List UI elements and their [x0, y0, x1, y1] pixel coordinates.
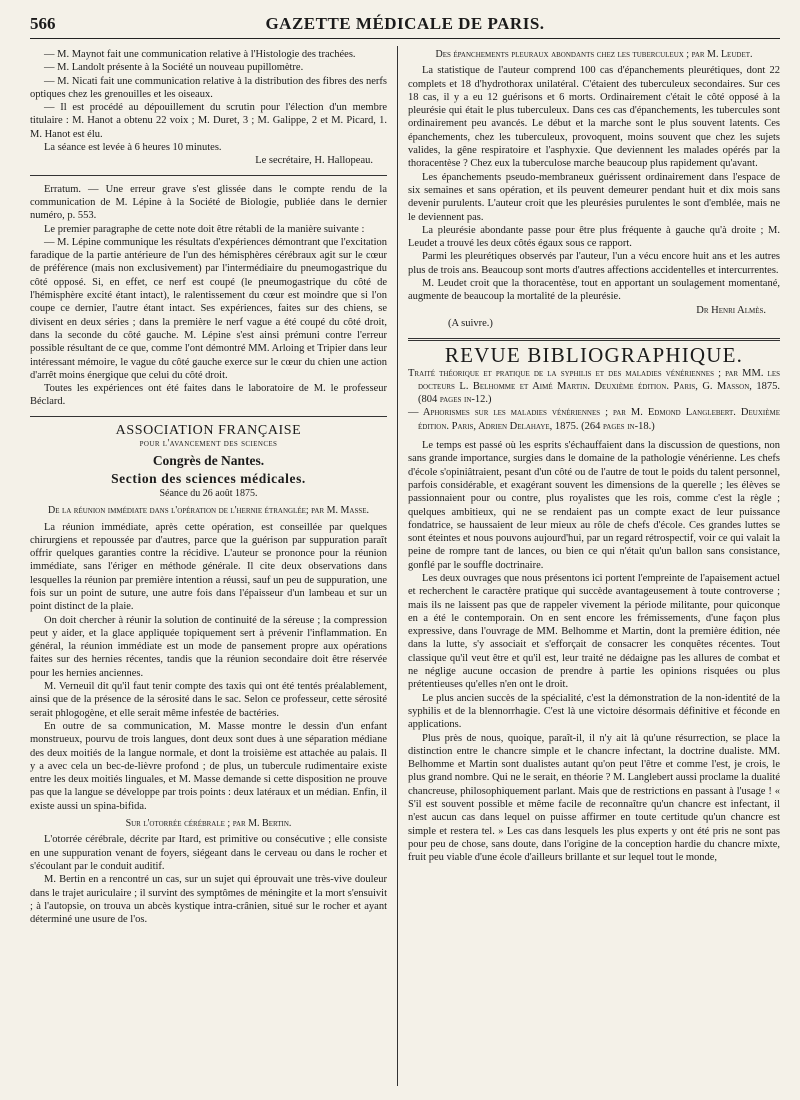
bibliography-entry: Traité théorique et pratique de la syphilis et des maladies vénériennes ; par MM. les docteurs L. Belhomme et Aimé Martin. Deuxième édition. Paris, G. Masson, 1875. (804 pages in-12.)	[408, 367, 780, 406]
paragraph: On doit chercher à réunir la solution de continuité de la séreuse ; la compression peut y aider, et la glace appliquée topiquement sert à prévenir l'inflammation. En général, la réunion immédiate est un mode de pansement propre aux opérations faites sur des hernies récentes, tandis que la réunion secondaire doit être réservée pour les hernies anciennes.	[30, 614, 387, 679]
association-heading: ASSOCIATION FRANÇAISE	[115, 422, 302, 438]
paragraph: — M. Nicati fait une communication relative à la distribution des fibres des nerfs optiques chez les grenouilles et les oiseaux.	[30, 75, 387, 100]
paragraph: Toutes les expériences ont été faites dans le laboratoire de M. le professeur Béclard.	[30, 383, 387, 408]
paragraph: La statistique de l'auteur comprend 100 cas d'épanchements pleurétiques, dont 22 complets et 18 d'hydrothorax unilatéral. C'étaient des tuberculeux secondaires. Sur ces 18 cas, il y a eu 12 guérisons et 6 morts. Ordinairement c'était le côté opposé à la pleurésie qui était le plus tuberculeux. Dans ces cas d'épanchements, les tubercules sont ordinairement peu avancés. Le début et la marche sont le plus souvent latents. Ces épanchements, chez les tuberculeux, provoquent, moins souvent que chez les sujets valides, la gêne respiratoire et l'asphyxie. Que deviennent les malades opérés par la thoracentèse ? Chez eux la tuberculose marche beaucoup plus rapidement qu'avant.	[408, 65, 780, 170]
paragraph: L'otorrée cérébrale, décrite par Itard, est primitive ou consécutive ; elle consiste en une suppuration venant de foyers, siégeant dans le cerveau ou dans le rocher et s'écoulant par le conduit auditif.	[30, 834, 387, 872]
column-divider	[397, 46, 398, 1086]
paragraph: M. Verneuil dit qu'il faut tenir compte des taxis qui ont été tentés préalablement, ainsi que de la présence de la sérosité dans le sac. Selon ce professeur, cette sérosité serait phlogogène, et elle serait même infestée de bactéries.	[30, 681, 387, 719]
review-heading: REVUE BIBLIOGRAPHIQUE.	[444, 343, 744, 368]
congress-heading: Congrès de Nantes.	[152, 453, 265, 469]
bibliography-entry: — Aphorismes sur les maladies vénériennes ; par M. Edmond Langlebert. Deuxième édition. Paris, Adrien Delahaye, 1875. (264 pages in-18.)	[408, 407, 780, 432]
paragraph: La réunion immédiate, après cette opération, est conseillée par quelques chirurgiens et repoussée par d'autres, parce que la guérison par suppuration paraît offrir quelques garanties contre la récidive. L'auteur se prononce pour la réunion immédiate, sans l'ériger en méthode générale. Il cite deux observations dans lesquelles la réunion par première intention a réussi, sauf un peu de suppuration, une fois sur un point de suture, une autre fois dans l'épaisseur d'un lambeau et sur un point distinct de la plaie.	[30, 521, 387, 613]
left-column	[30, 48, 387, 926]
signature: Dr Henri Almès.	[696, 304, 766, 316]
paragraph: — M. Landolt présente à la Société un nouveau pupillomètre.	[44, 62, 304, 74]
paragraph: — Il est procédé au dépouillement du scrutin pour l'élection d'un membre titulaire : M. Hanot a obtenu 22 voix ; M. Duret, 3 ; M. Galippe, 2 et M. Picard, 1. M. Hanot est élu.	[30, 102, 387, 140]
article-heading: De la réunion immédiate dans l'opération de l'hernie étranglée; par M. Masse.	[47, 505, 370, 517]
paragraph: En outre de sa communication, M. Masse montre le dessin d'un enfant monstrueux, pourvu de trois langues, dont deux sont dues à une séparation médiane des deux moitiés de la langue normale, et dont la troisième est attachée au palais. Il y a avec cela un bec-de-lièvre profond ; de plus, un tubercule rudimentaire existe entre les deux moitiés linguales, et M. Masse demande si cette disposition ne prouve pas que la langue se développe par trois points : deux latéraux et un médian. Enfin, il existe aussi un spina-bifida.	[30, 720, 387, 812]
right-column	[408, 48, 780, 865]
paragraph: M. Leudet croit que la thoracentèse, tout en apportant un soulagement momentané, augmente de beaucoup la mortalité de la pleurésie.	[408, 278, 780, 303]
association-subheading: pour l'avancement des sciences	[139, 438, 278, 450]
paragraph: — M. Maynot fait une communication relative à l'Histologie des trachées.	[44, 49, 356, 60]
paragraph: La séance est levée à 6 heures 10 minutes.	[44, 142, 222, 154]
paragraph: La pleurésie abondante passe pour être plus fréquente à gauche qu'à droite ; M. Leudet a trouvé les deux côtés égaux sous ce rapport.	[408, 224, 780, 250]
paragraph: Le temps est passé où les esprits s'échauffaient dans la discussion de questions, non sans grande importance, surgies dans le domaine de la pathologie vénérienne. Les chefs d'école s'opiniâtraient, pesant d'un côté ou de l'autre de tout le poids du talent personnel, parfois considérable, et exagérant souvent les dimensions de la querelle ; les élèves se passionnaient pour ou contre, plus royalistes que les rois, comme c'est la règle ; quelques ambitieux, qui ne se rendaient pas un compte exact de leur puissance fondatrice, se haussaient de leur mieux au rôle de chefs d'école. Ces grandes luttes se sont éteintes et nous pouvons aujourd'hui, par un regard rétrospectif, voir ce qui valait la peine de rompre tant de lances, ou bien ce qui n'était qu'un ballon sans consistance, gonflé par le souffle doctrinaire.	[408, 440, 780, 571]
signature: Le secrétaire, H. Hallopeau.	[255, 155, 373, 167]
paragraph: Les épanchements pseudo-membraneux guérissent ordinairement dans l'espace de six semaines et sans opération, et ils peuvent demeurer pendant huit et dix mois sans devenir purulents. L'auteur croit que les pleurésies purulentes le sont d'emblée, mais ne le deviennent pas.	[408, 171, 780, 223]
page-number: 566	[30, 14, 56, 33]
paragraph: Parmi les pleurétiques observés par l'auteur, l'un a vécu encore huit ans et les autres plus de trois ans. Beaucoup sont morts d'autres affections accidentelles et intercurrentes.	[408, 251, 780, 276]
separator-rule	[30, 175, 387, 176]
section-heading: Section des sciences médicales.	[111, 470, 306, 486]
erratum-paragraph: Erratum. — Une erreur grave s'est glissée dans le compte rendu de la communication de M. Lépine à la Société de Biologie, publiée dans le dernier numéro, p. 553.	[30, 183, 387, 222]
double-rule	[408, 338, 780, 341]
session-date: Séance du 26 août 1875.	[159, 487, 258, 499]
paragraph: Le premier paragraphe de cette note doit être rétabli de la manière suivante :	[44, 223, 365, 235]
paragraph: Plus près de nous, quoique, paraît-il, il n'y ait là qu'une résurrection, se place la distinction entre le chancre simple et le chancre infectant, la doctrine dualiste. MM. Belhomme et Martin sont dualistes autant qu'on peut l'être et comme l'est, je crois, le plus grand nombre. Qui ne le serait, en théorie ? M. Langlebert aussi proclame la dualité chancreuse, philosophiquement parlant. Mais que de restrictions en passant à l'usage ! « S'il est souvent possible et même facile de reconnaître qu'un chancre est infectant, il n'est aucun cas dans lequel on puisse affirmer en toute certitude qu'un chancre est simple et restera tel. » Les cas dans lesquels les plus experts y ont été pris ne sont pas pour peu de chose, sans doute, dans l'origine de la conception hardie du chancre mixte, fruit peu viable d'une école d'ailleurs brillante et sur lequel tout le monde,	[408, 732, 780, 864]
paragraph: — M. Lépine communique les résultats d'expériences démontrant que l'excitation faradique de la partie antérieure de l'un des hémisphères cérébraux agit sur le cœur de préférence (mais non exclusivement) par l'intermédiaire du pneumogastrique du côté opposé. Si, en effet, ce nerf est coupé (le pneumogastrique du côté de l'hémisphère excité étant intact), le ralentissement du cœur est moindre que si l'on coupe ce dernier, l'autre étant intact. Ses expériences, faites sur des chiens, se divisent en deux séries ; dans la première le nerf vague a été coupé du côté droit, dans la seconde du côté gauche. M. Lépine s'est ainsi prémuni contre l'erreur possible résultant de ce que, comme l'ont démontré MM. Arloing et Tripier dans leur intéressant mémoire, le vague du côté gauche exerce sur le cœur du chien une action d'arrêt moins énergique que celui du côté droit.	[30, 236, 387, 381]
paragraph: M. Bertin en a rencontré un cas, sur un sujet qui éprouvait une très-vive douleur dans le trajet auriculaire ; il survint des symptômes de méningite et la mort s'ensuivit ; à l'autopsie, on trouva un abcès kystique intra-crânien, situé sur le rocher et ayant déterminé une usure de l'os.	[30, 874, 387, 926]
article-heading: Des épanchements pleuraux abondants chez les tuberculeux ; par M. Leudet.	[435, 49, 753, 60]
page-header	[30, 14, 780, 39]
to-be-continued: (A suivre.)	[448, 317, 493, 329]
separator-rule	[30, 416, 387, 417]
journal-title: GAZETTE MÉDICALE DE PARIS.	[265, 14, 545, 33]
paragraph: Le plus ancien succès de la spécialité, c'est la démonstration de la non-identité de la syphilis et de la blennorrhagie. C'est là une victoire désormais définitive et féconde en applications.	[408, 692, 780, 731]
article-heading: Sur l'otorrée cérébrale ; par M. Bertin.	[125, 818, 292, 830]
paragraph: Les deux ouvrages que nous présentons ici portent l'empreinte de l'apaisement actuel et recherchent le caractère pratique qui succède avantageusement à toute controverse ; mais ils ne laissent pas que de rappeler vivement la période militante, pour quiconque en a été le contemporain. On en sent encore les frémissements, d'une façon plus expressive, dans l'ouvrage de MM. Belhomme et Martin, dont la première édition, née dans la lutte, s'y associait et s'efforçait de consacrer les conquêtes récentes. Tout classique qu'il veut être et qu'il est, leur traité ne dédaigne pas les allures de combat et ne néglige aucune occasion de prendre à partie les opinions risquées ou plus prétentieuses qu'elles n'en ont le droit.	[408, 572, 780, 691]
